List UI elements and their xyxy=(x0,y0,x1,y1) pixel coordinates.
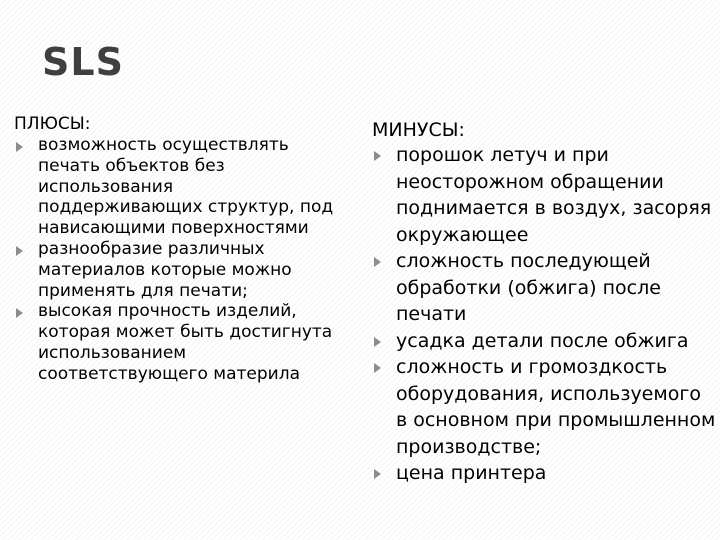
pros-item xyxy=(14,239,334,301)
cons-item-text: порошок летуч и при неосторожном обращении поднимается в воздух, засоряя окружающее xyxy=(396,144,712,246)
cons-item-text: сложность и громоздкость оборудования, используемого в основном при промышленном производстве; xyxy=(396,356,716,458)
cons-column xyxy=(372,118,717,487)
bullet-arrow-icon xyxy=(374,337,381,347)
cons-item xyxy=(372,354,717,460)
bullet-arrow-icon xyxy=(16,246,23,256)
pros-item-text: высокая прочность изделий, которая может быть достигнута использованием соответствующего материла xyxy=(38,301,333,384)
bullet-arrow-icon xyxy=(374,469,381,479)
pros-item xyxy=(14,135,334,239)
pros-column xyxy=(14,114,334,385)
cons-header: МИНУСЫ: xyxy=(372,119,465,141)
pros-item xyxy=(14,301,334,384)
cons-item xyxy=(372,248,717,328)
bullet-arrow-icon xyxy=(374,257,381,267)
cons-item xyxy=(372,460,717,487)
cons-item-text: сложность последующей обработки (обжига) после печати xyxy=(396,250,661,325)
cons-item xyxy=(372,328,717,355)
bullet-arrow-icon xyxy=(16,308,23,318)
cons-item xyxy=(372,142,717,248)
bullet-arrow-icon xyxy=(16,142,23,152)
pros-header: ПЛЮСЫ: xyxy=(14,114,91,134)
bullet-arrow-icon xyxy=(374,151,381,161)
pros-item-text: возможность осуществлять печать объектов без использования поддерживающих структур, под нависающими поверхностями xyxy=(38,135,334,239)
bullet-arrow-icon xyxy=(374,363,381,373)
slide-title: SLS xyxy=(42,40,124,84)
pros-item-text: разнообразие различных материалов которые можно применять для печати; xyxy=(38,238,292,301)
cons-item-text: цена принтера xyxy=(396,462,547,484)
pros-list xyxy=(14,135,334,385)
cons-item-text: усадка детали после обжига xyxy=(396,329,689,352)
cons-list xyxy=(372,142,717,487)
